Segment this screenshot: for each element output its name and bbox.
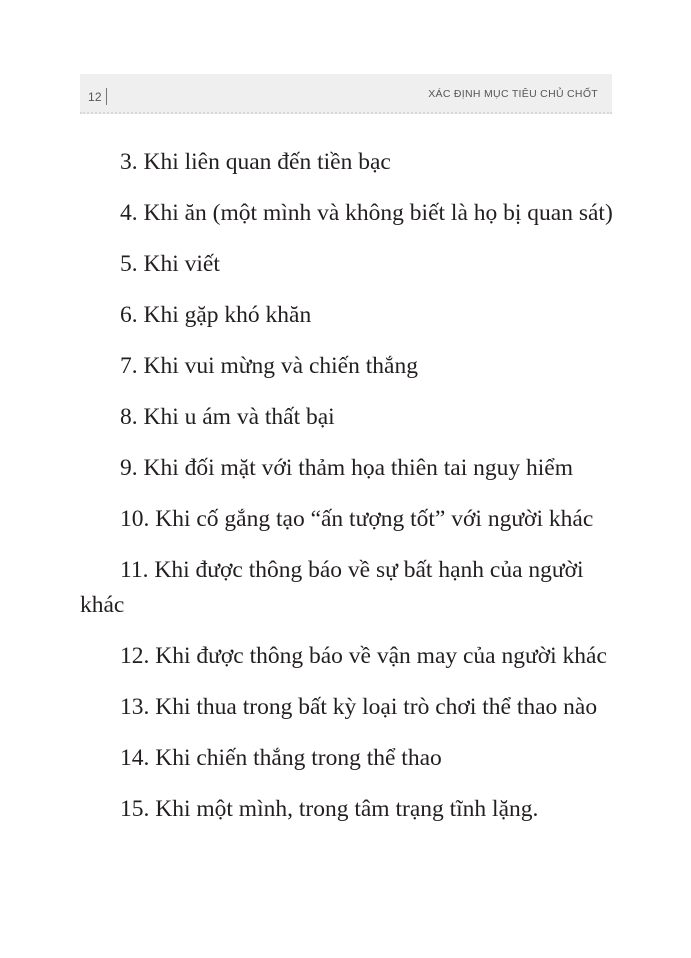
- list-item: 12. Khi được thông báo về vận may của người khác: [120, 643, 607, 669]
- list-item: 9. Khi đối mặt với thảm họa thiên tai nguy hiểm: [120, 455, 573, 481]
- list-item: 5. Khi viết: [120, 251, 220, 277]
- list-item: 10. Khi cố gắng tạo “ấn tượng tốt” với người khác: [120, 506, 594, 532]
- page-header: [80, 74, 612, 114]
- list-item: 14. Khi chiến thắng trong thể thao: [120, 745, 442, 771]
- list-item: 11. Khi được thông báo về sự bất hạnh của người khác: [80, 557, 584, 618]
- list-item: 7. Khi vui mừng và chiến thắng: [120, 353, 418, 379]
- list-item: 13. Khi thua trong bất kỳ loại trò chơi thể thao nào: [120, 694, 598, 720]
- list-item: 15. Khi một mình, trong tâm trạng tĩnh lặng.: [120, 796, 539, 822]
- list-item: 8. Khi u ám và thất bại: [120, 404, 335, 430]
- list-item: 3. Khi liên quan đến tiền bạc: [120, 149, 391, 175]
- list-item: 6. Khi gặp khó khăn: [120, 302, 312, 328]
- list-item: 4. Khi ăn (một mình và không biết là họ bị quan sát): [120, 200, 613, 226]
- page-number: 12: [88, 90, 102, 104]
- page-content: [80, 145, 615, 843]
- header-divider: [106, 88, 107, 105]
- running-title: XÁC ĐỊNH MỤC TIÊU CHỦ CHỐT: [428, 88, 598, 100]
